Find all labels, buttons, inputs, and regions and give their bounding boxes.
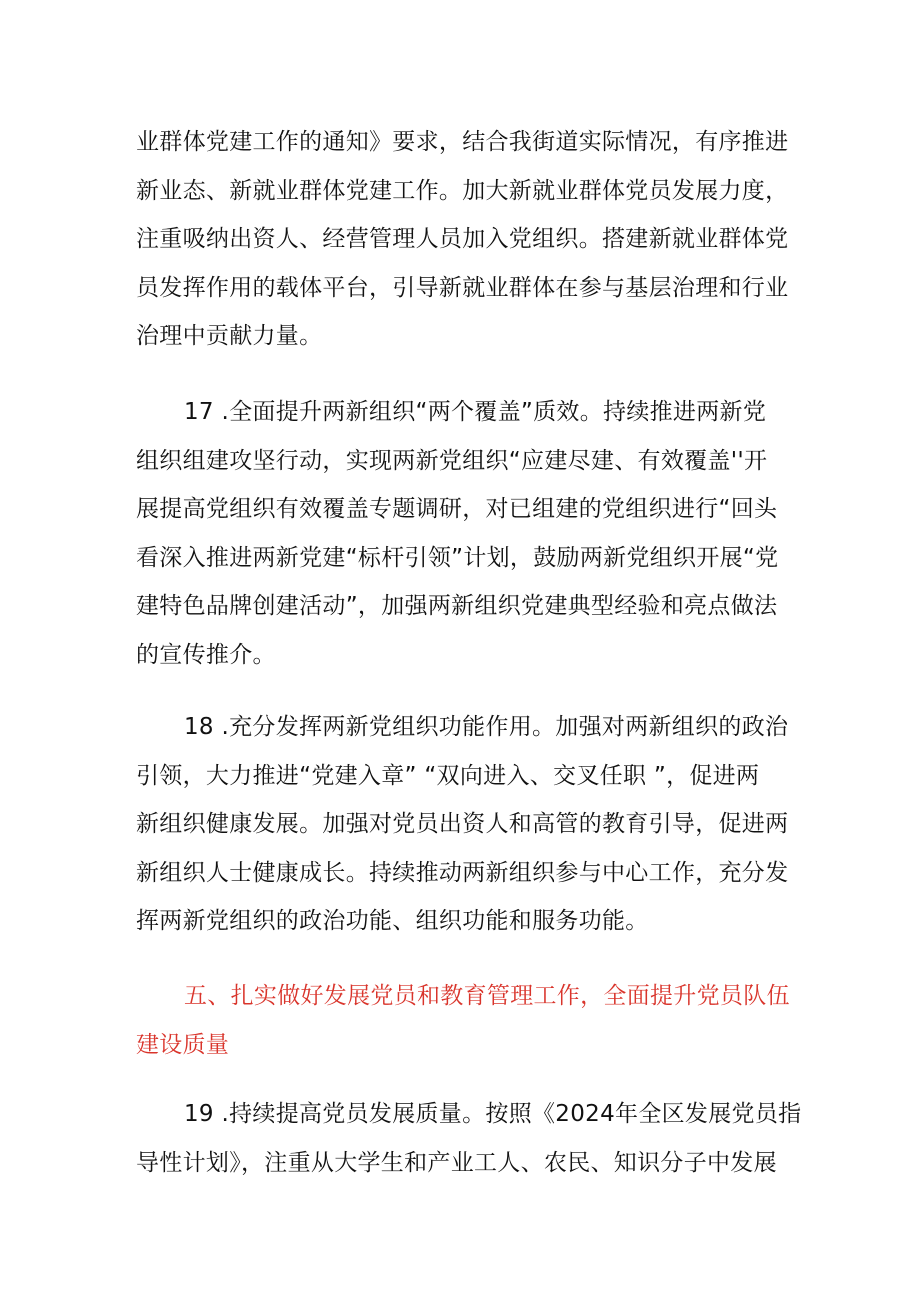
text-line: 新组织健康发展。加强对党员出资人和高管的教育引导，促进两 [136,811,789,837]
paragraph-new-employment-groups [136,118,789,361]
text-line: 组织组建攻坚行动，实现两新党组织“应建尽建、有效覆盖''开 [136,447,768,474]
text-line: 挥两新党组织的政治功能、组织功能和服务功能。 [136,908,649,934]
text-line: 员发挥作用的载体平台，引导新就业群体在参与基层治理和行业 [136,274,789,301]
paragraph-item-17 [136,388,786,679]
heading-line: 建设质量 [136,1031,230,1058]
text-line: 新业态、新就业群体党建工作。加大新就业群体党员发展力度， [136,177,789,204]
heading-line: 五、扎实做好发展党员和教育管理工作，全面提升党员队伍 [184,983,790,1009]
text-line: 的宣传推介。 [136,641,276,668]
text-line: 导性计划》，注重从大学生和产业工人、农民、知识分子中发展 [136,1149,777,1176]
text-line: 新组织人士健康成长。持续推动两新组织参与中心工作，充分发 [136,859,789,886]
section-heading-five [136,972,790,1069]
text-line: 建特色品牌创建活动”，加强两新组织党建典型经验和亮点做法 [136,593,778,619]
text-line: 18 .充分发挥两新党组织功能作用。加强对两新组织的政治 [184,714,789,740]
paragraph-item-19 [136,1090,802,1187]
text-line: 19 .持续提高党员发展质量。按照《2024年全区发展党员指 [184,1101,802,1127]
text-line: 展提高党组织有效覆盖专题调研，对已组建的党组织进行“回头 [136,496,778,522]
text-line: 治理中贡献力量。 [136,323,323,349]
text-line: 看深入推进两新党建“标杆引领”计划，鼓励两新党组织开展“党 [136,544,779,571]
text-line: 引领，大力推进“党建入章” “双向进入、交叉任职 ”，促进两 [136,762,760,789]
text-line: 17 .全面提升两新组织“两个覆盖”质效。持续推进两新党 [184,399,767,425]
text-line: 注重吸纳出资人、经营管理人员加入党组织。搭建新就业群体党 [136,226,789,252]
text-line: 业群体党建工作的通知》要求，结合我街道实际情况，有序推进 [136,129,789,155]
paragraph-item-18 [136,703,789,946]
